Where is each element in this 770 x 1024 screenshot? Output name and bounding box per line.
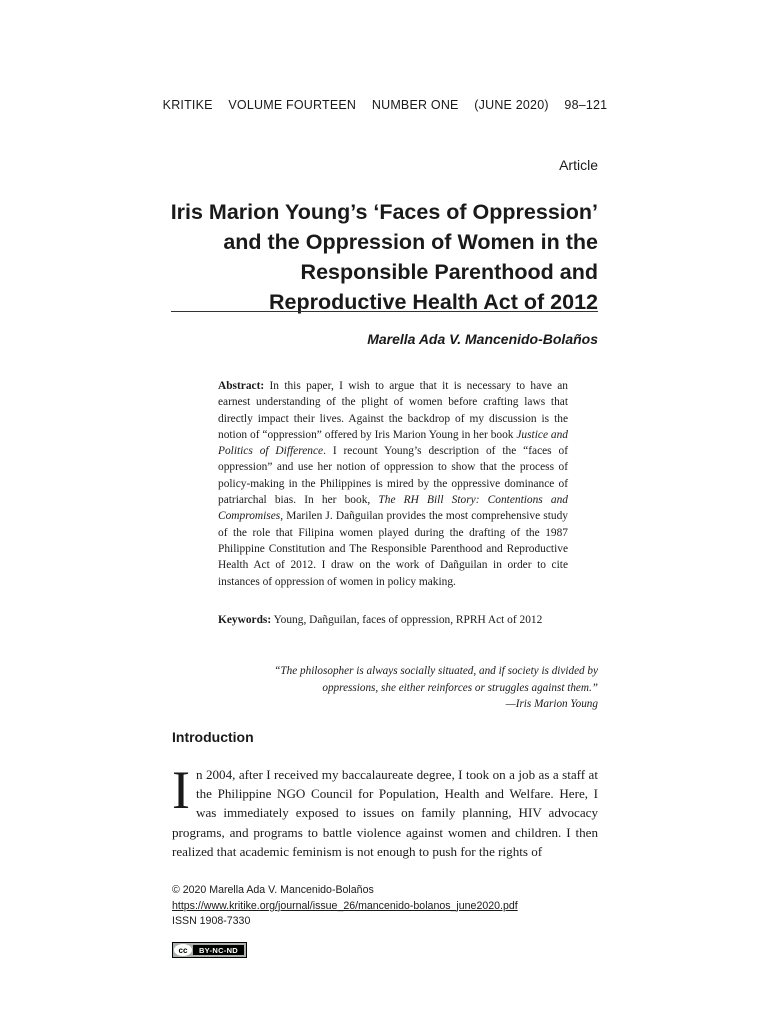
journal-name: KRITIKE bbox=[162, 98, 213, 112]
article-type: Article bbox=[559, 157, 598, 173]
article-url-link[interactable]: https://www.kritike.org/journal/issue_26/mancenido-bolanos_june2020.pdf bbox=[172, 899, 518, 912]
epigraph-line: oppressions, she either reinforces or struggles against them.” bbox=[322, 681, 598, 694]
keywords-label: Keywords: bbox=[218, 614, 272, 626]
journal-header bbox=[0, 98, 770, 112]
journal-number: NUMBER ONE bbox=[371, 98, 459, 112]
epigraph-attribution: —Iris Marion Young bbox=[505, 698, 598, 710]
cc-license-badge[interactable] bbox=[172, 942, 247, 958]
book-title: Justice and Politics of Difference bbox=[218, 428, 568, 458]
journal-volume: VOLUME FOURTEEN bbox=[228, 98, 357, 112]
title-line: Reproductive Health Act of 2012 bbox=[269, 290, 598, 314]
section-heading: Introduction bbox=[172, 729, 254, 745]
author-name: Marella Ada V. Mancenido-Bolaños bbox=[367, 331, 598, 347]
introduction-paragraph bbox=[172, 760, 598, 861]
book-title: The RH Bill Story: Contentions and Compromises bbox=[218, 494, 568, 523]
license-type: BY-NC-ND bbox=[193, 945, 244, 955]
issn: ISSN 1908-7330 bbox=[172, 915, 251, 927]
abstract bbox=[218, 378, 568, 590]
drop-cap: I bbox=[172, 760, 190, 820]
title-divider bbox=[171, 311, 598, 312]
keywords-text: Young, Dañguilan, faces of oppression, RPRH Act of 2012 bbox=[271, 614, 543, 626]
abstract-label: Abstract: bbox=[218, 380, 265, 392]
title-line: Responsible Parenthood and bbox=[300, 260, 598, 284]
journal-date: (JUNE 2020) bbox=[474, 98, 549, 112]
abstract-text: . I recount Young’s description of the “faces of oppression” and use her notion of oppression to show that the process of policy-making in the Philippines is mired by the oppressive dominance of patriarchal bias. In her book, bbox=[218, 445, 568, 507]
title-line: and the Oppression of Women in the bbox=[223, 230, 598, 254]
abstract-text: In this paper, I wish to argue that it is necessary to have an earnest understanding of the plight of women before crafting laws that directly impact their lives. Against the backdrop of my discussion is the notion of “oppression” offered by Iris Marion Young in her book bbox=[218, 380, 568, 441]
keywords bbox=[218, 612, 578, 628]
footer bbox=[172, 883, 518, 930]
copyright: © 2020 Marella Ada V. Mancenido-Bolaños bbox=[172, 884, 374, 896]
abstract-text: , Marilen J. Dañguilan provides the most comprehensive study of the role that Filipina women played during the drafting of the 1987 Philippine Constitution and The Responsible Parenthood and Reproductive Health Act of 2012. I draw on the work of Dañguilan in order to cite instances of oppression of women in policy making. bbox=[218, 510, 568, 588]
journal-pages: 98–121 bbox=[564, 98, 608, 112]
creative-commons-icon: cc bbox=[174, 944, 192, 956]
epigraph-line: “The philosopher is always socially situated, and if society is divided by bbox=[274, 665, 598, 677]
title-line: Iris Marion Young’s ‘Faces of Oppression’ bbox=[170, 200, 598, 224]
article-title bbox=[150, 197, 598, 317]
epigraph bbox=[240, 663, 598, 713]
introduction-text: n 2004, after I received my baccalaureate degree, I took on a job as a staff at the Philippine NGO Council for Population, Health and Welfare. Here, I was immediately exposed to issues on family planning, HIV advocacy programs, and programs to battle violence against women and children. I then realized that academic feminism is not enough to push for the rights of bbox=[172, 767, 598, 859]
